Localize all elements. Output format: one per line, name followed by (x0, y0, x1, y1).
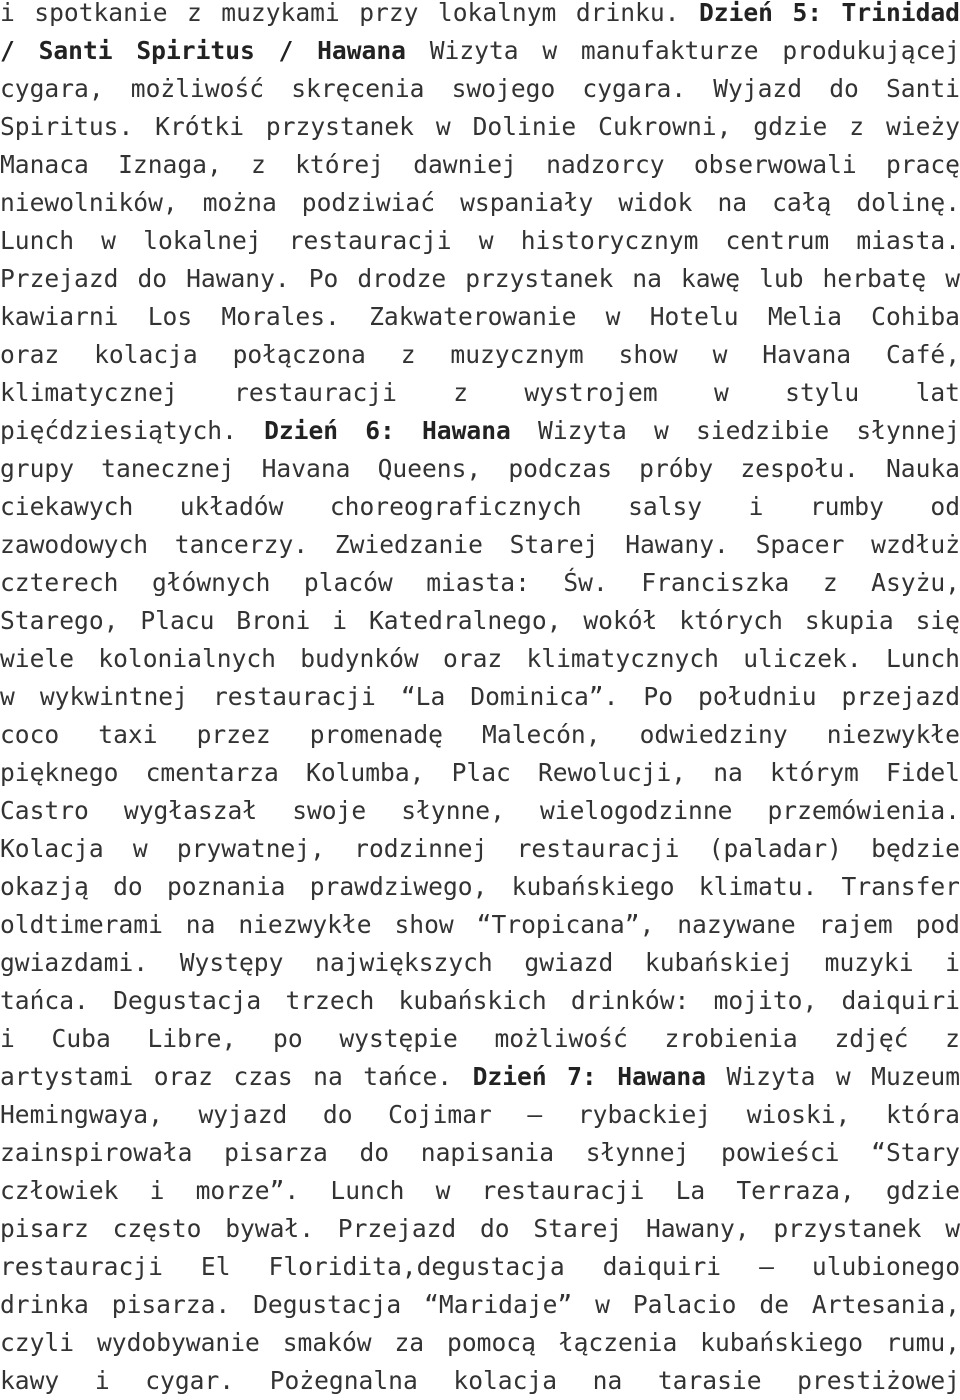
text-segment: artystami oraz czas na tańce. (0, 1062, 473, 1091)
text-line (0, 716, 960, 754)
text-segment: oldtimerami na niezwykłe show “Tropicana”, nazywane rajem pod (0, 910, 960, 939)
text-line (0, 450, 960, 488)
day-heading: / Santi Spiritus / Hawana (0, 36, 406, 65)
text-segment: niewolników, można podziwiać wspaniały widok na całą dolinę. (0, 188, 960, 217)
text-segment: i spotkanie z muzykami przy lokalnym drinku. (0, 0, 699, 27)
text-segment: kawiarni Los Morales. Zakwaterowanie w Hotelu Melia Cohiba (0, 302, 960, 331)
text-segment: grupy tanecznej Havana Queens, podczas próby zespołu. Nauka (0, 454, 960, 483)
text-line (0, 146, 960, 184)
text-line (0, 792, 960, 830)
text-segment: Przejazd do Hawany. Po drodze przystanek na kawę lub herbatę w (0, 264, 960, 293)
text-line (0, 1324, 960, 1362)
text-line (0, 260, 960, 298)
text-segment: Kolacja w prywatnej, rodzinnej restauracji (paladar) będzie (0, 834, 960, 863)
day-heading: Dzień 6: Hawana (264, 416, 511, 445)
text-segment: restauracji El Floridita,degustacja daiquiri – ulubionego (0, 1252, 960, 1281)
text-segment: gwiazdami. Występy największych gwiazd kubańskiej muzyki i (0, 948, 960, 977)
text-segment: pisarz często bywał. Przejazd do Starej Hawany, przystanek w (0, 1214, 960, 1243)
text-segment: zainspirowała pisarza do napisania słynnej powieści “Stary (0, 1138, 960, 1167)
text-segment: Castro wygłaszał swoje słynne, wielogodzinne przemówienia. (0, 796, 960, 825)
text-segment: okazją do poznania prawdziwego, kubańskiego klimatu. Transfer (0, 872, 960, 901)
text-line (0, 1286, 960, 1324)
text-line (0, 298, 960, 336)
text-line (0, 184, 960, 222)
text-segment: Manaca Iznaga, z której dawniej nadzorcy obserwowali pracę (0, 150, 960, 179)
text-segment: czterech głównych placów miasta: Św. Franciszka z Asyżu, (0, 568, 960, 597)
text-segment: Wizyta w manufakturze produkującej (405, 36, 960, 65)
text-line (0, 374, 960, 412)
text-line (0, 1172, 960, 1210)
text-line (0, 1210, 960, 1248)
text-line (0, 0, 960, 32)
text-segment: klimatycznej restauracji z wystrojem w stylu lat (0, 378, 960, 407)
text-line (0, 868, 960, 906)
text-segment: drinka pisarza. Degustacja “Maridaje” w Palacio de Artesania, (0, 1290, 960, 1319)
text-segment: cygara, możliwość skręcenia swojego cygara. Wyjazd do Santi (0, 74, 960, 103)
text-segment: oraz kolacja połączona z muzycznym show w Havana Café, (0, 340, 960, 369)
text-segment: Starego, Placu Broni i Katedralnego, wokół których skupia się (0, 606, 960, 635)
text-line (0, 1134, 960, 1172)
text-line (0, 222, 960, 260)
text-line (0, 32, 960, 70)
text-segment: Wizyta w siedzibie słynnej (510, 416, 960, 445)
text-line (0, 602, 960, 640)
text-line (0, 336, 960, 374)
text-line (0, 754, 960, 792)
text-line (0, 982, 960, 1020)
text-line (0, 70, 960, 108)
text-segment: człowiek i morze”. Lunch w restauracji La Terraza, gdzie (0, 1176, 960, 1205)
text-line (0, 640, 960, 678)
text-line (0, 830, 960, 868)
text-line (0, 1096, 960, 1134)
text-line (0, 564, 960, 602)
text-segment: pięknego cmentarza Kolumba, Plac Rewolucji, na którym Fidel (0, 758, 960, 787)
text-segment: w wykwintnej restauracji “La Dominica”. Po południu przejazd (0, 682, 960, 711)
text-line (0, 488, 960, 526)
text-segment: i Cuba Libre, po występie możliwość zrobienia zdjęć z (0, 1024, 960, 1053)
day-heading: Dzień 7: Hawana (472, 1062, 707, 1091)
text-line (0, 526, 960, 564)
text-line (0, 412, 960, 450)
text-segment: Hemingwaya, wyjazd do Cojimar – rybackiej wioski, która (0, 1100, 960, 1129)
text-line (0, 1362, 960, 1400)
text-segment: wiele kolonialnych budynków oraz klimatycznych uliczek. Lunch (0, 644, 960, 673)
text-line (0, 1248, 960, 1286)
text-segment: ciekawych układów choreograficznych salsy i rumby od (0, 492, 960, 521)
text-segment: kawy i cygar. Pożegnalna kolacja na tarasie prestiżowej (0, 1366, 960, 1395)
text-segment: tańca. Degustacja trzech kubańskich drinków: mojito, daiquiri (0, 986, 960, 1015)
text-line (0, 1020, 960, 1058)
text-segment: zawodowych tancerzy. Zwiedzanie Starej Hawany. Spacer wzdłuż (0, 530, 960, 559)
text-segment: czyli wydobywanie smaków za pomocą łączenia kubańskiego rumu, (0, 1328, 960, 1357)
text-segment: Wizyta w Muzeum (706, 1062, 960, 1091)
day-heading: Dzień 5: Trinidad (698, 0, 960, 27)
text-line (0, 108, 960, 146)
text-line (0, 678, 960, 716)
text-line (0, 1058, 960, 1096)
text-segment: pięćdziesiątych. (0, 416, 265, 445)
text-segment: Lunch w lokalnej restauracji w historycznym centrum miasta. (0, 226, 960, 255)
text-line (0, 944, 960, 982)
text-segment: coco taxi przez promenadę Malecón, odwiedziny niezwykłe (0, 720, 960, 749)
text-segment: Spiritus. Krótki przystanek w Dolinie Cukrowni, gdzie z wieży (0, 112, 960, 141)
text-line (0, 906, 960, 944)
